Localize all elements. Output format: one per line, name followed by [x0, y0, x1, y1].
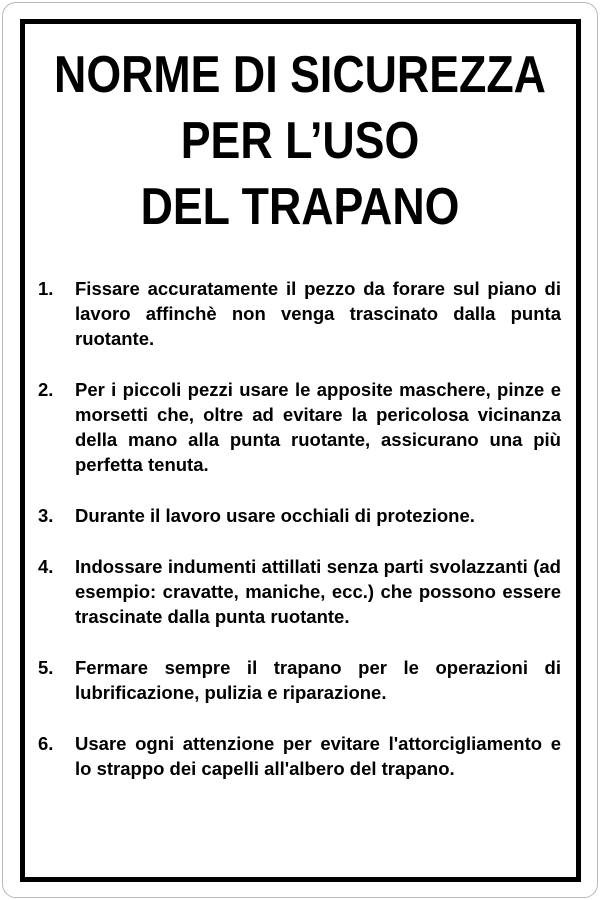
- rule-item: [38, 276, 561, 351]
- rule-number: 1.: [38, 278, 54, 299]
- rule-number: 5.: [38, 657, 54, 678]
- rule-item: [38, 377, 561, 477]
- rule-number: 6.: [38, 733, 54, 754]
- rule-text: Indossare indumenti attillati senza parti svolazzanti (ad esempio: cravatte, maniche, ecc.) che possono essere trascinate dalla punta ruotante.: [75, 556, 561, 627]
- title-line-2: PER L’USO: [180, 112, 420, 170]
- rule-item: [38, 503, 561, 528]
- rule-number: 2.: [38, 379, 54, 400]
- rule-text: Durante il lavoro usare occhiali di protezione.: [75, 505, 475, 526]
- rule-item: [38, 731, 561, 781]
- rule-text: Fermare sempre il trapano per le operazioni di lubrificazione, pulizia e riparazione.: [75, 657, 561, 703]
- sign-title: [42, 42, 558, 240]
- rule-item: [38, 554, 561, 629]
- title-line-1: NORME DI SICUREZZA: [54, 46, 546, 104]
- title-line-3: DEL TRAPANO: [140, 178, 460, 236]
- rule-text: Per i piccoli pezzi usare le apposite maschere, pinze e morsetti che, oltre ad evitare la pericolosa vicinanza della mano alla punta ruotante, assicurano una più perfetta tenuta.: [75, 379, 561, 475]
- rule-text: Fissare accuratamente il pezzo da forare sul piano di lavoro affinchè non venga trascinato dalla punta ruotante.: [75, 278, 561, 349]
- rules-list: [38, 276, 561, 807]
- rule-number: 3.: [38, 505, 54, 526]
- rule-item: [38, 655, 561, 705]
- rule-text: Usare ogni attenzione per evitare l'attorcigliamento e lo strappo dei capelli all'albero del trapano.: [75, 733, 561, 779]
- rule-number: 4.: [38, 556, 54, 577]
